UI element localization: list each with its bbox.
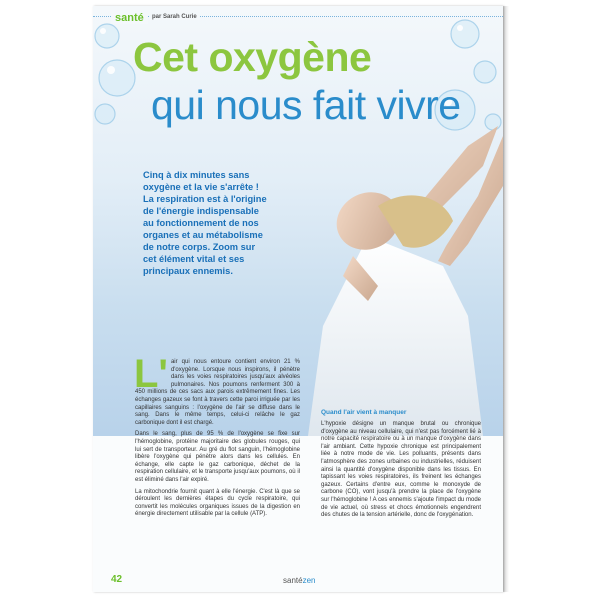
byline: par Sarah Curie (149, 14, 200, 20)
rubric-label: santé (111, 12, 148, 24)
title-line-2: qui nous fait vivre (151, 82, 461, 128)
brand-suffix: zen (302, 576, 316, 585)
intro-text: Cinq à dix minutes sans oxygène et la vie s'arrête ! La respiration est à l'origine de l'énergie indispensable au fonctionnement de nos organes et au métabolisme de notre corps. Zoom sur cet élément vital et ses principaux ennemis. (143, 170, 267, 276)
woman-photo (268, 126, 503, 436)
magazine-brand (283, 576, 315, 585)
paragraph: Dans le sang, plus de 95 % de l'oxygène se fixe sur l'hémoglobine, protéine majoritaire des globules rouges, qui lui sert de transporteur. Au gré du flot sanguin, l'hémoglobine libère l'oxygène qui pénètre alors dans les cellules. En échange, elle capte le gaz carbonique, déchet de la respiration cellulaire, et le transporte jusqu'aux poumons, où il est éliminé dans l'air expiré. (135, 431, 300, 483)
magazine-page (93, 6, 503, 592)
title-line-1: Cet oxygène (133, 34, 372, 80)
dropcap: L' (134, 352, 168, 396)
brand-prefix: santé (283, 576, 303, 585)
paragraph: L'hypoxie désigne un manque brutal ou chronique d'oxygène au niveau cellulaire, qui n'est pas forcément lié à notre capacité respiratoire ou à un manque d'oxygène dans l'air ambiant. Cette hypoxie chronique est principalement liée à notre mode de vie. Les polluants, présents dans l'atmosphère des zones urbaines ou industrielles, réduisent ainsi la quantité d'oxygène disponible dans les tissus. En tapissant les voies respiratoires, ils freinent les échanges gazeux. Certains d'entre eux, comme le monoxyde de carbone (CO), vont jusqu'à prendre la place de l'oxygène sur l'hémoglobine ! A ces ennemis s'ajoute l'impact du mode de vie actuel, où stress et chocs émotionnels engendrent des chutes de la tension artérielle, donc de l'oxygénation. (321, 421, 481, 519)
page-number: 42 (111, 574, 123, 585)
section-subhead: Quand l'air vient à manquer (321, 409, 407, 416)
paragraph: La mitochondrie fournit quant à elle l'énergie. C'est là que se déroulent les dernières étapes du cycle respiratoire, qui convertit les molécules organiques issues de la digestion en énergie directement utilisable par la cellule (ATP). (135, 488, 300, 518)
article-column-1 (134, 352, 300, 523)
page-edge-shadow (503, 6, 509, 592)
paragraph: air qui nous entoure contient environ 21 % d'oxygène. Lorsque nous inspirons, il pénètre dans les voies respiratoires jusqu'aux alvéoles pulmonaires. Nos poumons renferment 300 à 450 millions de ces sacs aux parois extrêmement fines. Les échanges gazeux se font à travers cette paroi irriguée par les capillaires sanguins : l'oxygène de l'air se diffuse dans le sang. Dans le même temps, celui-ci relâche le gaz carbonique dont il est chargé. (135, 359, 300, 426)
article-column-2 (321, 421, 481, 524)
